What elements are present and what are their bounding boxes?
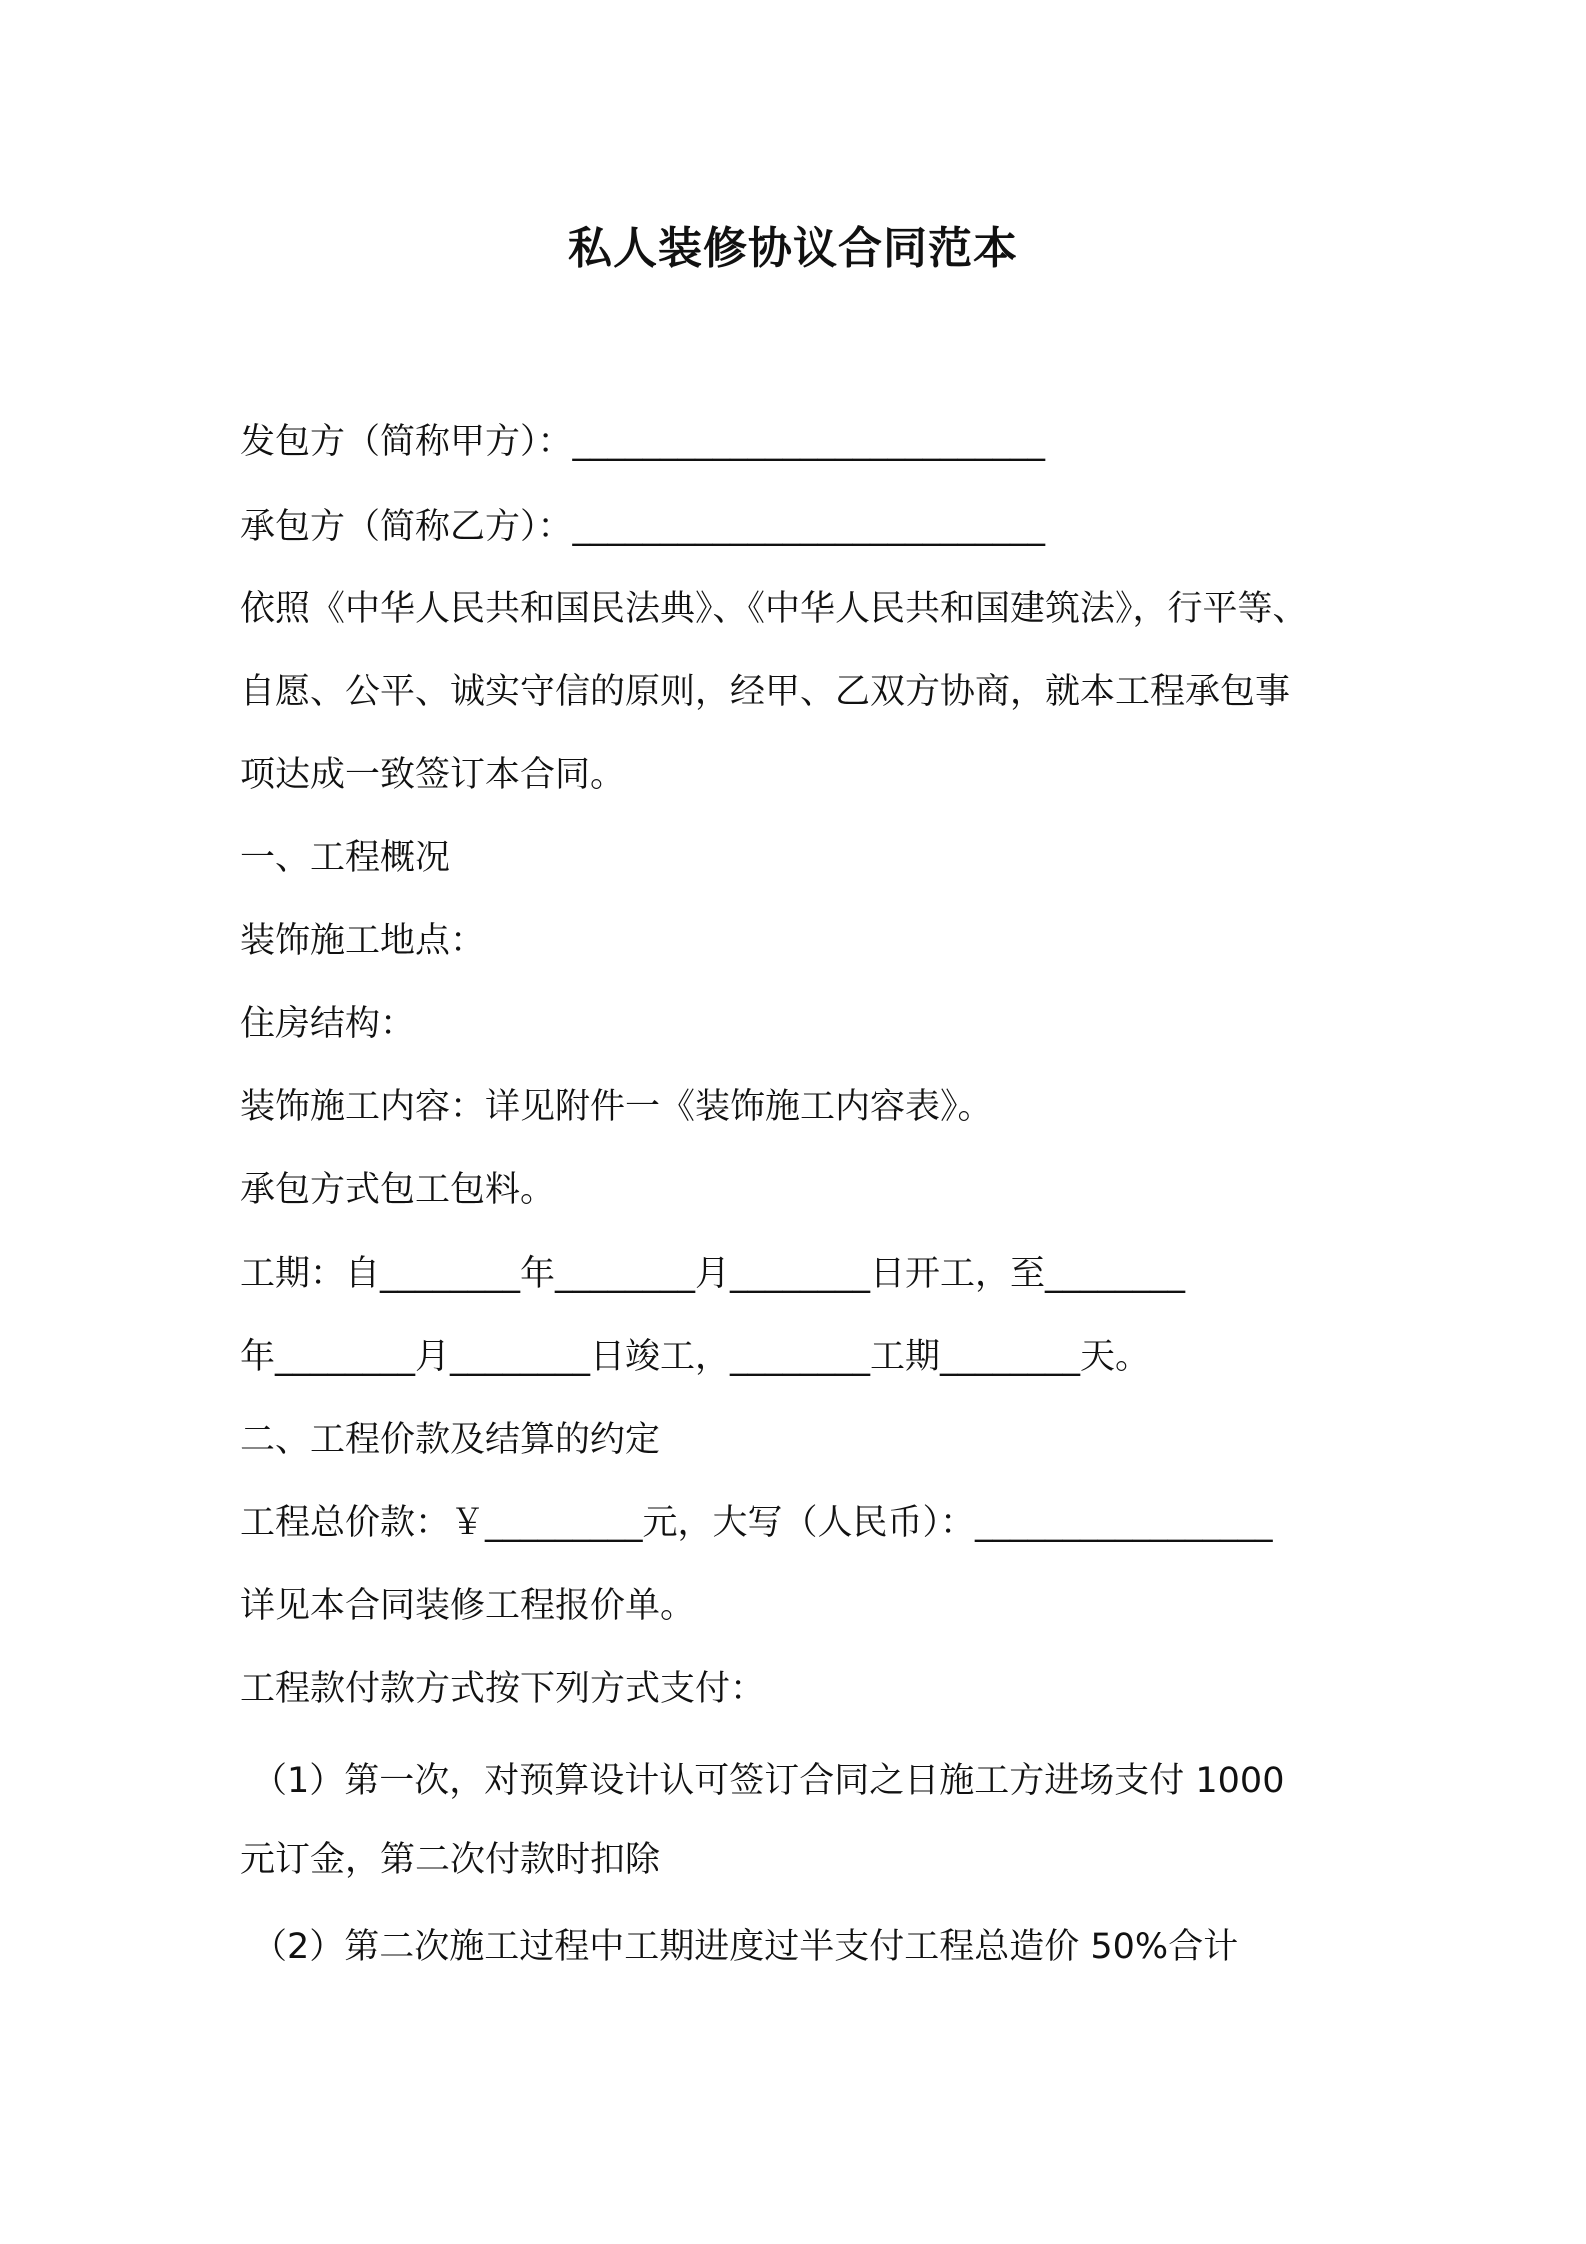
contract-method-line: 承包方式包工包料。	[240, 1170, 556, 1210]
quotation-reference-line: 详见本合同装修工程报价单。	[240, 1586, 696, 1626]
construction-content-line: 装饰施工内容：详见附件一《装饰施工内容表》。	[240, 1087, 993, 1127]
payment-item-1-line-2: 元订金，第二次付款时扣除	[240, 1840, 661, 1880]
payment-item-1-line-1: （1）第一次，对预算设计认可签订合同之日施工方进场支付 1000	[252, 1761, 1285, 1801]
party-b-line: 承包方（简称乙方）：___________________________	[240, 507, 1046, 547]
housing-structure-line: 住房结构：	[240, 1004, 416, 1044]
payment-item-2-line-1: （2）第二次施工过程中工期进度过半支付工程总造价 50%合计	[252, 1927, 1239, 1967]
section-1-heading: 一、工程概况	[240, 838, 451, 878]
preamble-line-2: 自愿、公平、诚实守信的原则，经甲、乙双方协商，就本工程承包事	[240, 672, 1291, 712]
preamble-line-1: 依照《中华人民共和国民法典》、《中华人民共和国建筑法》，行平等、	[240, 589, 1308, 629]
schedule-line-1: 工期：自________年________月________日开工，至________	[240, 1254, 1186, 1294]
section-2-heading: 二、工程价款及结算的约定	[240, 1420, 661, 1460]
schedule-line-2: 年________月________日竣工，________工期________天。	[240, 1337, 1151, 1377]
payment-method-line: 工程款付款方式按下列方式支付：	[240, 1669, 766, 1709]
party-a-line: 发包方（简称甲方）：___________________________	[240, 422, 1046, 462]
document-title: 私人装修协议合同范本	[568, 223, 1018, 274]
preamble-line-3: 项达成一致签订本合同。	[240, 755, 626, 795]
construction-location-line: 装饰施工地点：	[240, 921, 486, 961]
total-price-line: 工程总价款：￥_________元，大写（人民币）：_________________	[240, 1503, 1273, 1543]
